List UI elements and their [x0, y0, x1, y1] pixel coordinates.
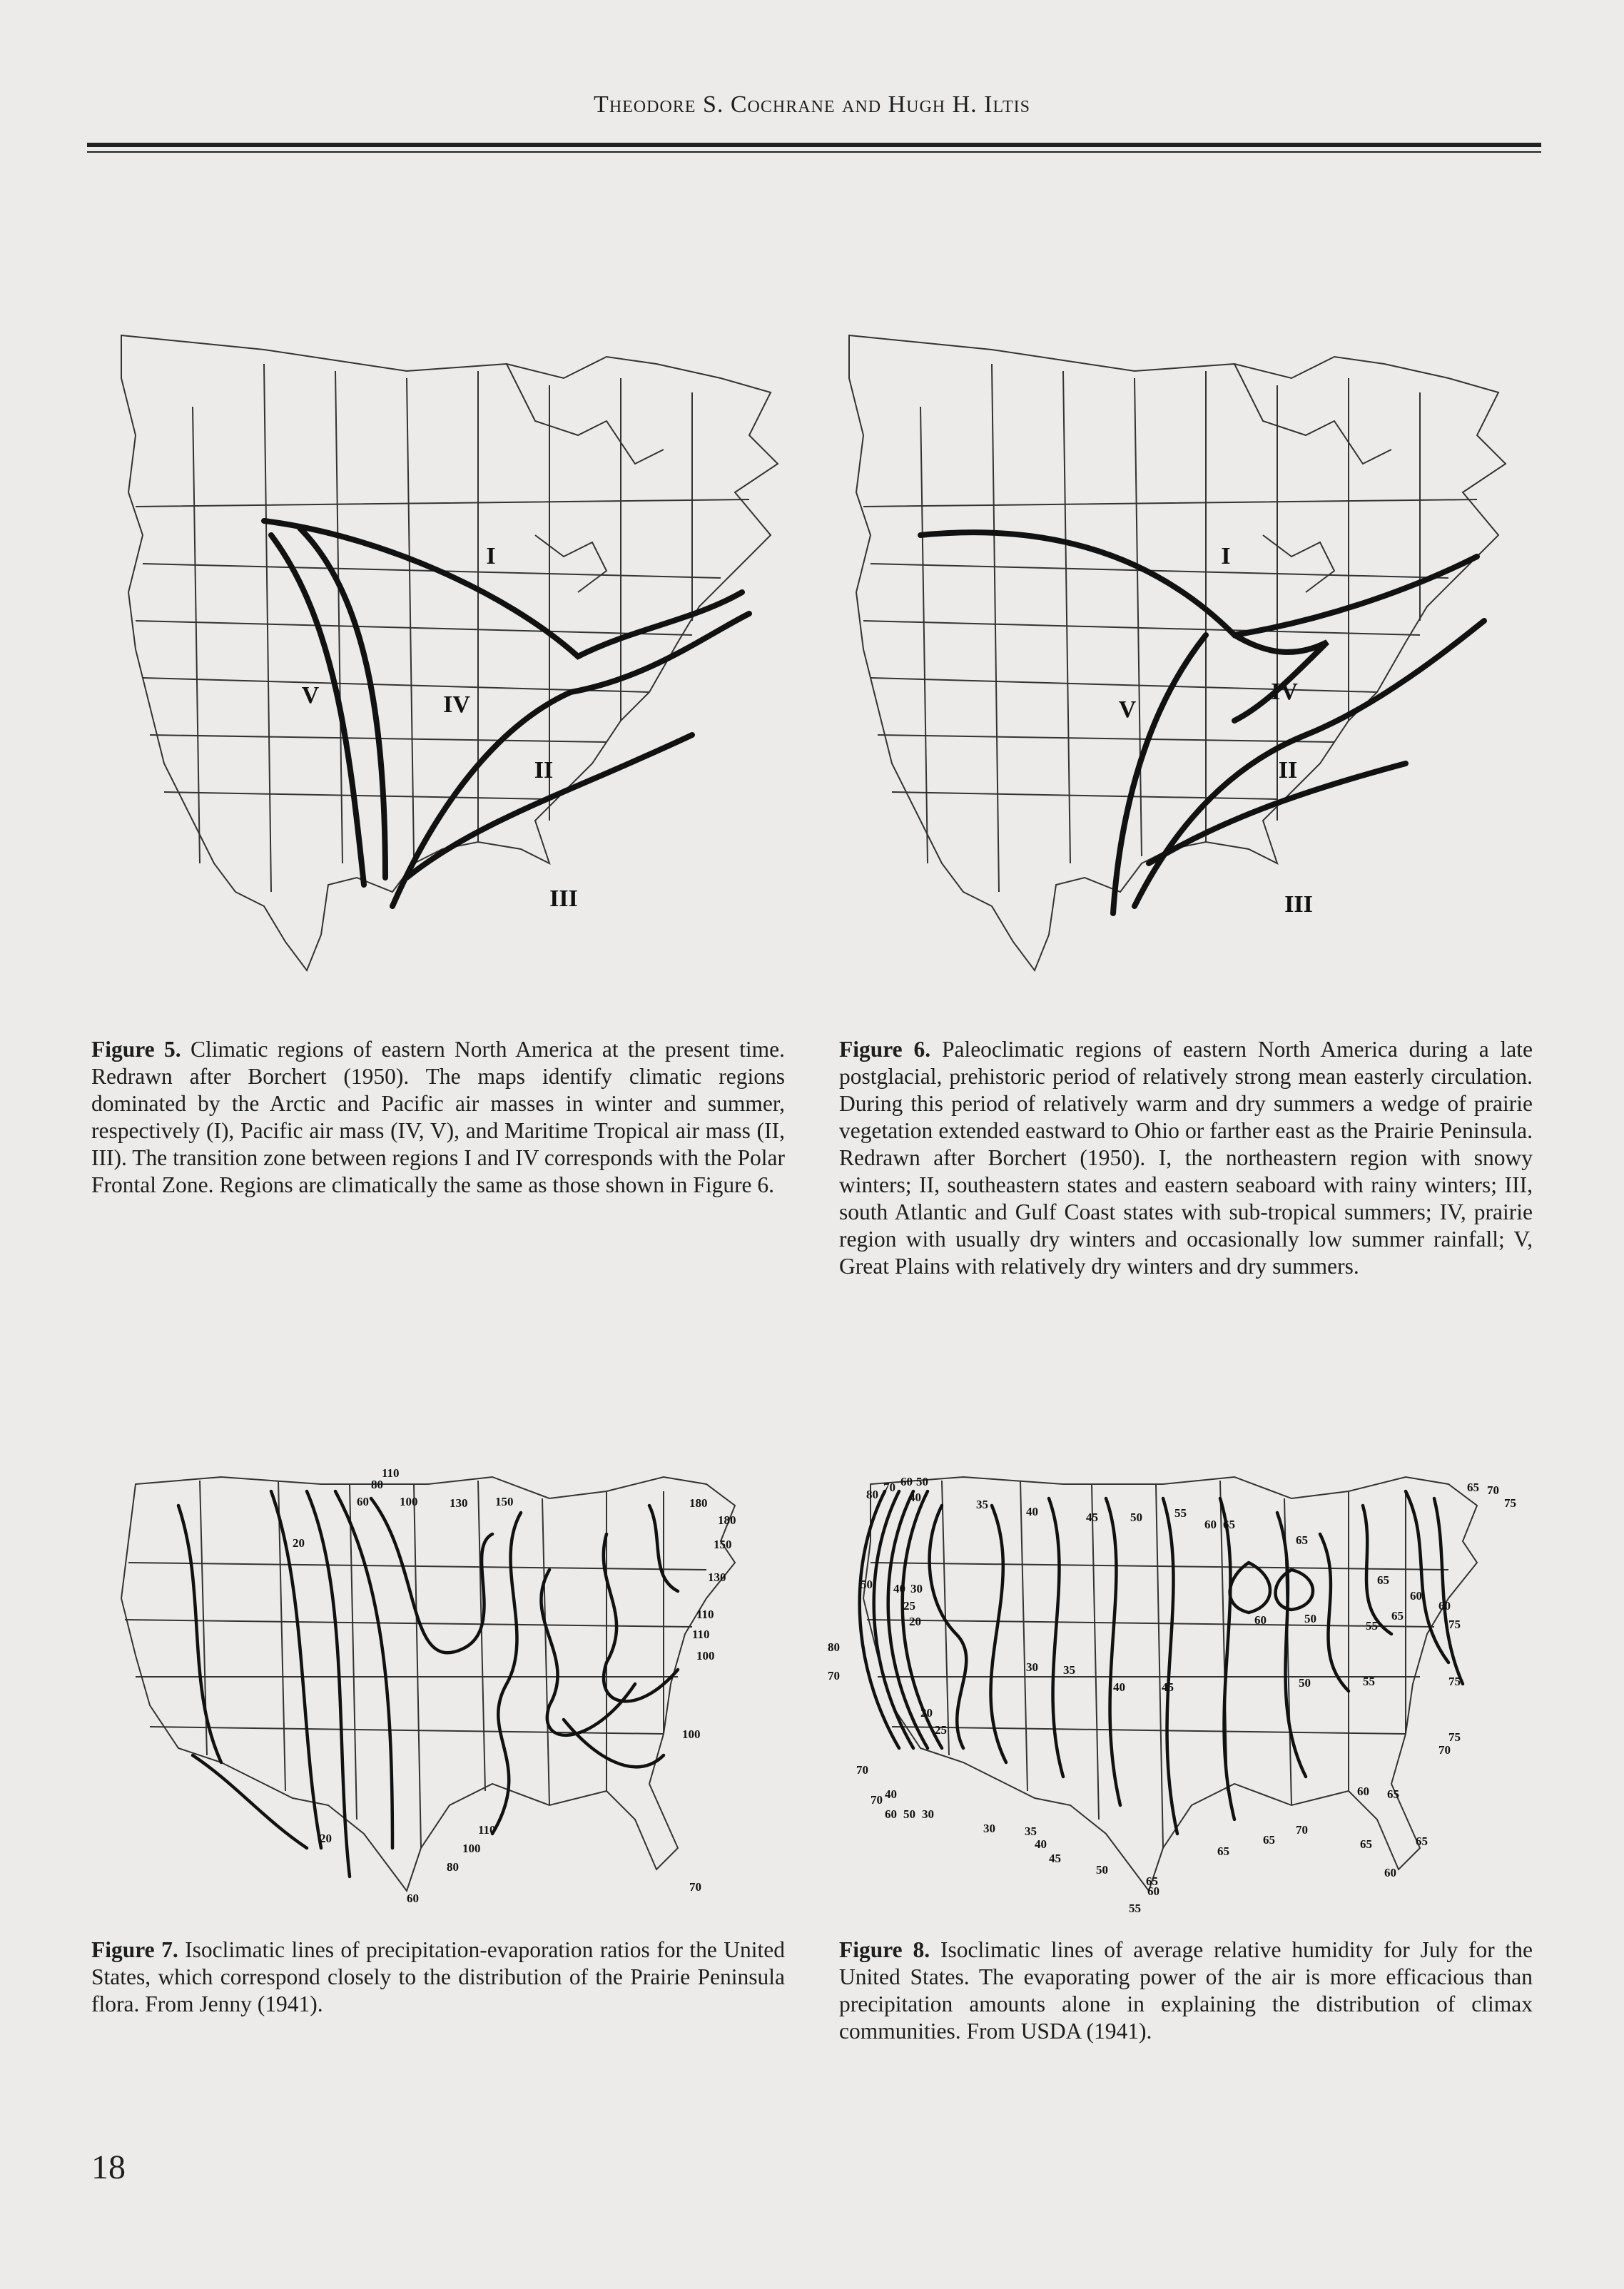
- figure7-caption-label: Figure 7.: [91, 1937, 178, 1962]
- figure8-isoline-label: 65: [1217, 1844, 1229, 1858]
- figure5-caption: [91, 1036, 785, 1199]
- figure8-isoline-label: 65: [1467, 1481, 1479, 1494]
- figure8-isoline-label: 45: [1049, 1852, 1061, 1865]
- figure8-isoline-label: 50: [916, 1475, 928, 1488]
- figure8-isoline-label: 35: [1063, 1663, 1075, 1677]
- figure6-region-V: V: [1118, 696, 1137, 723]
- figure7-isoline-label: 60: [407, 1892, 419, 1905]
- figure8-isoline-label: 35: [1025, 1824, 1037, 1838]
- figure8-isoline-label: 50: [1096, 1863, 1108, 1877]
- figure8-isoline-label: 50: [903, 1807, 915, 1821]
- figure8-isoline-label: 20: [909, 1615, 921, 1628]
- figure8-isoline-label: 20: [920, 1706, 933, 1720]
- figure8-isoline-label: 30: [983, 1822, 995, 1835]
- figure5-region-I: I: [486, 543, 496, 569]
- figure8-isoline-label: 65: [1360, 1837, 1372, 1851]
- figure5-region-V: V: [301, 682, 320, 709]
- figure8-isoline-label: 70: [1438, 1743, 1451, 1757]
- figure8-isoline-label: 60: [1204, 1518, 1217, 1531]
- running-head: Theodore S. Cochrane and Hugh H. Iltis: [594, 91, 1030, 118]
- figure8-isoline-label: 65: [1377, 1573, 1389, 1587]
- figure8-isoline-label: 65: [1223, 1518, 1235, 1531]
- figure8-isoline-label: 60: [885, 1807, 897, 1821]
- figure7-isoline-label: 60: [357, 1495, 369, 1508]
- figure6-caption: [839, 1036, 1533, 1280]
- figure8-isoline-label: 50: [1304, 1612, 1316, 1625]
- figure8-isoline-label: 60: [900, 1475, 913, 1488]
- figure8-isoline-label: 70: [828, 1669, 840, 1683]
- figure7-isoline-label: 130: [450, 1496, 468, 1510]
- figure7-map: [93, 1448, 778, 1919]
- figure7-isoline-label: 100: [696, 1649, 715, 1663]
- figure8-isoline-label: 80: [866, 1488, 878, 1501]
- header-rule-thin: [87, 151, 1541, 153]
- figure8-isoline-label: 30: [922, 1807, 934, 1821]
- figure6-front-west: [1113, 635, 1206, 913]
- figure8-isoline-label: 65: [1146, 1874, 1158, 1888]
- figure7-isoline-label: 110: [692, 1628, 710, 1641]
- figure8-isoline-label: 50: [861, 1578, 873, 1591]
- figure5-front-north: [264, 521, 742, 656]
- figure8-isoline-label: 75: [1448, 1618, 1461, 1631]
- figure8-isoline-label: 25: [935, 1723, 947, 1737]
- figure7-isoline-label: 70: [689, 1880, 701, 1894]
- figure7-caption: [91, 1937, 785, 2018]
- figure5-caption-text: Climatic regions of eastern North America at the present time. Redrawn after Borchert (1950). The maps identify climatic regions dominated by the Arctic and Pacific air masses in winter and summer, respectively (I), Pacific air mass (IV, V), and Maritime Tropical air mass (II, III). The transition zone between regions I and IV corresponds with the Polar Frontal Zone. Regions are climatically the same as those shown in Figure 6.: [91, 1037, 786, 1197]
- figure8-isoline-label: 45: [1086, 1511, 1098, 1524]
- figure6-front-wedge: [1234, 635, 1327, 721]
- figure8-isoline-label: 40: [909, 1491, 921, 1504]
- figure7-caption-text: Isoclimatic lines of precipitation-evaporation ratios for the United States, which correspond closely to the distribution of the Prairie Peninsula flora. From Jenny (1941).: [91, 1937, 786, 2016]
- figure7-isoline-label: 110: [382, 1466, 400, 1480]
- figure7-isoline-label: 20: [293, 1536, 305, 1550]
- figure7-isoline-label: 150: [495, 1495, 514, 1508]
- figure5-map: [107, 321, 792, 1006]
- figure8-isoline-label: 65: [1263, 1833, 1275, 1847]
- figure7-isoline-label: 180: [689, 1496, 708, 1510]
- figure6-caption-label: Figure 6.: [839, 1037, 931, 1062]
- figure6-region-IV: IV: [1271, 679, 1298, 705]
- figure8-isoline-label: 40: [1113, 1680, 1125, 1694]
- figure8-isoline-label: 35: [976, 1498, 988, 1511]
- figure8-isoline-label: 55: [1366, 1619, 1378, 1633]
- figure5-region-III: III: [549, 885, 578, 912]
- figure7-isoline-label: 110: [696, 1608, 714, 1621]
- figure8-isoline-label: 65: [1416, 1834, 1428, 1848]
- figure7-isoline-label: 130: [708, 1570, 726, 1584]
- figure8-isoline-label: 40: [1026, 1505, 1038, 1518]
- figure8-isoline-label: 75: [1448, 1730, 1461, 1744]
- figure8-isoline-label: 60: [1357, 1785, 1369, 1798]
- figure5-front-south: [271, 535, 364, 885]
- figure5-region-IV: IV: [443, 691, 470, 718]
- figure8-isoline-label: 55: [1363, 1675, 1375, 1688]
- figure6-region-I: I: [1221, 543, 1231, 569]
- figure7-us-outline: [121, 1477, 735, 1891]
- figure8-isoline-label: 45: [1162, 1680, 1174, 1694]
- figure8-isoline-label: 55: [1174, 1506, 1187, 1520]
- figure8-isoline-label: 70: [1487, 1483, 1499, 1497]
- figure8-isoline-label: 60: [1384, 1866, 1396, 1879]
- figure7-isoline-label: 110: [478, 1823, 496, 1837]
- figure8-isoline-label: 65: [1296, 1533, 1308, 1547]
- figure8-caption-label: Figure 8.: [839, 1937, 930, 1962]
- figure8-isoline-label: 70: [871, 1793, 883, 1807]
- figure7-isoline-label: 150: [714, 1538, 732, 1551]
- page-number: 18: [91, 2148, 126, 2186]
- figure8-isoline-label: 70: [883, 1481, 895, 1494]
- figure6-region-III: III: [1284, 891, 1313, 918]
- figure8-isoline-label: 65: [1387, 1787, 1399, 1801]
- figure8-isoline-label: 30: [1026, 1660, 1038, 1674]
- figure8-isoline-label: 60: [1254, 1613, 1267, 1627]
- figure8-isoline-label: 70: [856, 1763, 868, 1777]
- figure7-isoline-label: 20: [320, 1832, 332, 1845]
- figure8-isoline-label: 25: [903, 1599, 915, 1613]
- figure5-region-II: II: [534, 757, 554, 783]
- header-rule-thick: [87, 143, 1541, 147]
- figure7-isoline-label: 80: [447, 1860, 459, 1874]
- figure6-front-north: [920, 532, 1477, 635]
- figure8-caption-text: Isoclimatic lines of average relative humidity for July for the United States. The evaporating power of the air is more efficacious than precipitation amounts alone in explaining the distribution of climax communities. From USDA (1941).: [839, 1937, 1533, 2044]
- figure7-isoline-label: 80: [371, 1478, 383, 1491]
- figure7-isoline-label: 180: [718, 1513, 736, 1527]
- figure6-coastline: [849, 335, 1506, 970]
- figure8-isoline-label: 70: [1296, 1823, 1308, 1837]
- figure7-isoline-label: 100: [400, 1495, 418, 1508]
- figure6-caption-text: Paleoclimatic regions of eastern North America during a late postglacial, prehistoric period of relatively strong mean easterly circulation. During this period of relatively warm and dry summers a wedge of prairie vegetation extended eastward to Ohio or farther east as the Prairie Peninsula. Redrawn after Borchert (1950). I, the northeastern region with snowy winters; II, southeastern states and eastern seaboard with rainy winters; III, south Atlantic and Gulf Coast states with sub-tropical summers; IV, prairie region with usually dry winters and occasionally low summer rainfall; V, Great Plains with relatively dry winters and dry summers.: [839, 1037, 1533, 1279]
- figure8-isoline-label: 40: [893, 1582, 905, 1595]
- figure8-isoline-label: 30: [910, 1582, 923, 1595]
- figure8-isoline-label: 40: [1035, 1837, 1047, 1851]
- figure8-isoline-label: 75: [1448, 1675, 1461, 1688]
- figure8-isoline-label: 40: [885, 1787, 897, 1801]
- figure8-isoline-label: 60: [1438, 1599, 1451, 1613]
- figure6-region-II: II: [1278, 757, 1298, 783]
- figure7-isoline-label: 100: [682, 1727, 701, 1741]
- figure5-front-east: [392, 614, 749, 906]
- figure7-isoline-label: 100: [462, 1842, 481, 1855]
- figure8-isoline-label: 65: [1391, 1609, 1404, 1623]
- figure5-caption-label: Figure 5.: [91, 1037, 181, 1062]
- figure8-isoline-label: 80: [828, 1640, 840, 1654]
- figure8-isoline-label: 50: [1299, 1676, 1311, 1690]
- figure8-isoline-label: 60: [1147, 1884, 1159, 1898]
- figure8-isoline-label: 50: [1130, 1511, 1142, 1524]
- figure8-map: [821, 1448, 1534, 1919]
- figure8-isoline-label: 75: [1504, 1496, 1516, 1510]
- figure8-caption: [839, 1937, 1533, 2045]
- figure8-isoline-label: 60: [1410, 1589, 1422, 1603]
- figure6-map: [835, 321, 1520, 1006]
- figure8-isoline-label: 55: [1129, 1902, 1141, 1915]
